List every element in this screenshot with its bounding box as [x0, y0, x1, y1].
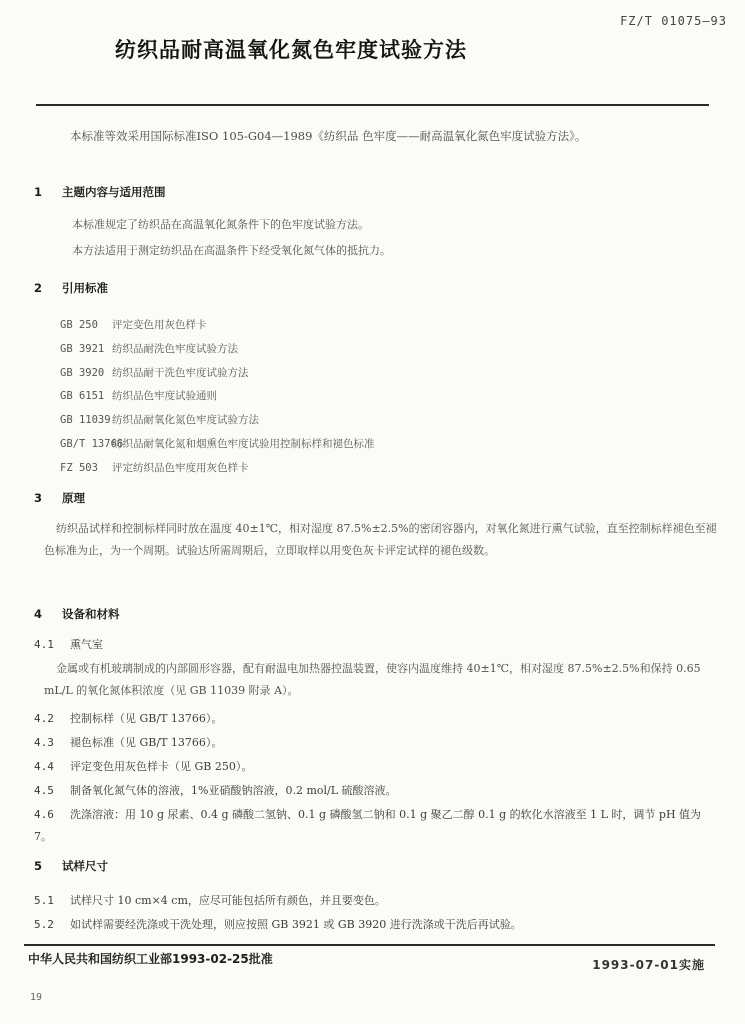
list-item	[34, 914, 721, 936]
section-title: 原理	[62, 491, 85, 505]
reference-code: GB 3920	[60, 366, 105, 379]
list-item	[34, 890, 721, 912]
item-number: 5.1	[34, 894, 54, 907]
preface-paragraph: 本标准等效采用国际标准ISO 105-G04—1989《纺织品 色牢度——耐高温氧化氮色牢度试验方法》。	[70, 129, 587, 143]
reference-item	[60, 385, 375, 409]
section-title: 试样尺寸	[62, 859, 108, 873]
reference-name: 纺织品耐氧化氮和烟熏色牢度试验用控制标样和褪色标准	[112, 437, 375, 450]
section-2-heading	[34, 280, 108, 296]
item-number: 4.5	[34, 784, 54, 797]
reference-name: 评定变色用灰色样卡	[112, 319, 207, 331]
section-1-paragraph-1: 本标准规定了纺织品在高温氧化氮条件下的色牢度试验方法。	[72, 218, 369, 231]
reference-item	[60, 409, 375, 433]
list-item	[34, 732, 721, 754]
reference-name: 纺织品耐干洗色牢度试验方法	[112, 366, 249, 379]
reference-code: GB 11039	[60, 414, 111, 427]
reference-item	[60, 457, 375, 481]
item-text: 褪色标准（见 GB/T 13766）。	[70, 736, 223, 749]
section-number: 1	[34, 185, 43, 199]
section-number: 2	[34, 281, 43, 295]
reference-code: GB 250	[60, 319, 98, 331]
reference-code: GB 6151	[60, 390, 105, 403]
reference-code: FZ 503	[60, 461, 98, 474]
item-text: 洗涤溶液：用 10 g 尿素、0.4 g 磷酸二氢钠、0.1 g 磷酸氢二钠和 0.1 g 聚乙二醇 0.1 g 的软化水溶液至 1 L 时，调节 pH 值为 7。	[34, 808, 702, 843]
section-5-heading	[34, 858, 108, 874]
reference-item	[60, 362, 375, 386]
reference-name: 纺织品耐氧化氮色牢度试验方法	[112, 414, 259, 427]
reference-item	[60, 433, 375, 457]
implementation-date: 1993-07-01实施	[592, 958, 705, 972]
item-4-1-heading	[34, 634, 721, 656]
section-1-heading	[34, 184, 166, 200]
page-number: 19	[30, 992, 43, 1003]
reference-code: GB 3921	[60, 342, 105, 355]
item-4-1-text: 金属或有机玻璃制成的内部圆形容器，配有耐温电加热器控温装置，使容内温度维持 40±1℃，相对湿度 87.5%±2.5%和保持 0.65 mL/L 的氧化氮体积浓度（见 GB 11039 附录 A）。	[44, 662, 701, 697]
document-title: 纺织品耐高温氧化氮色牢度试验方法	[115, 38, 467, 62]
item-number: 5.2	[34, 918, 54, 931]
section-number: 4	[34, 607, 43, 621]
section-3-heading	[34, 490, 85, 506]
section-title: 主题内容与适用范围	[62, 185, 166, 199]
list-item	[34, 756, 721, 778]
section-title: 引用标准	[62, 281, 108, 295]
footer-divider	[24, 944, 715, 946]
section-4-heading	[34, 606, 120, 622]
section-3-paragraph: 纺织品试样和控制标样同时放在温度 40±1℃，相对湿度 87.5%±2.5%的密闭容器内，对氧化氮进行熏气试验，直至控制标样褪色至褪色标准为止，为一个周期。试验达所需周期后，立即取样以用变色灰卡评定试样的褪色级数。	[44, 522, 717, 557]
item-number: 4.6	[34, 808, 54, 821]
item-text: 制备氧化氮气体的溶液，1%亚硝酸钠溶液，0.2 mol/L 硫酸溶液。	[70, 784, 397, 797]
list-item	[34, 708, 721, 730]
section-number: 5	[34, 859, 43, 873]
list-item	[34, 780, 721, 802]
item-text: 如试样需要经洗涤或干洗处理，则应按照 GB 3921 或 GB 3920 进行洗涤或干洗后再试验。	[70, 918, 522, 931]
reference-name: 评定纺织品色牢度用灰色样卡	[112, 461, 249, 474]
section-1-paragraph-2: 本方法适用于测定纺织品在高温条件下经受氧化氮气体的抵抗力。	[72, 244, 391, 257]
reference-list	[60, 314, 375, 481]
item-number: 4.4	[34, 760, 54, 773]
reference-code: GB/T 13766	[60, 437, 124, 450]
reference-name: 纺织品耐洗色牢度试验方法	[112, 342, 238, 355]
reference-name: 纺织品色牢度试验通则	[112, 390, 217, 403]
section-title: 设备和材料	[62, 607, 120, 621]
item-number: 4.2	[34, 712, 54, 725]
item-number: 4.1	[34, 638, 54, 651]
header-divider	[36, 104, 709, 106]
item-text: 试样尺寸 10 cm×4 cm，应尽可能包括所有颜色，并且要变色。	[70, 894, 386, 907]
item-text: 控制标样（见 GB/T 13766）。	[70, 712, 223, 725]
list-item	[34, 804, 721, 848]
reference-item	[60, 314, 375, 338]
approval-statement: 中华人民共和国纺织工业部1993-02-25批准	[28, 952, 273, 966]
item-number: 4.3	[34, 736, 54, 749]
item-text: 评定变色用灰色样卡（见 GB 250）。	[70, 760, 253, 773]
standard-code: FZ/T 01075—93	[620, 14, 727, 28]
reference-item	[60, 338, 375, 362]
section-number: 3	[34, 491, 43, 505]
item-title: 熏气室	[70, 638, 103, 651]
